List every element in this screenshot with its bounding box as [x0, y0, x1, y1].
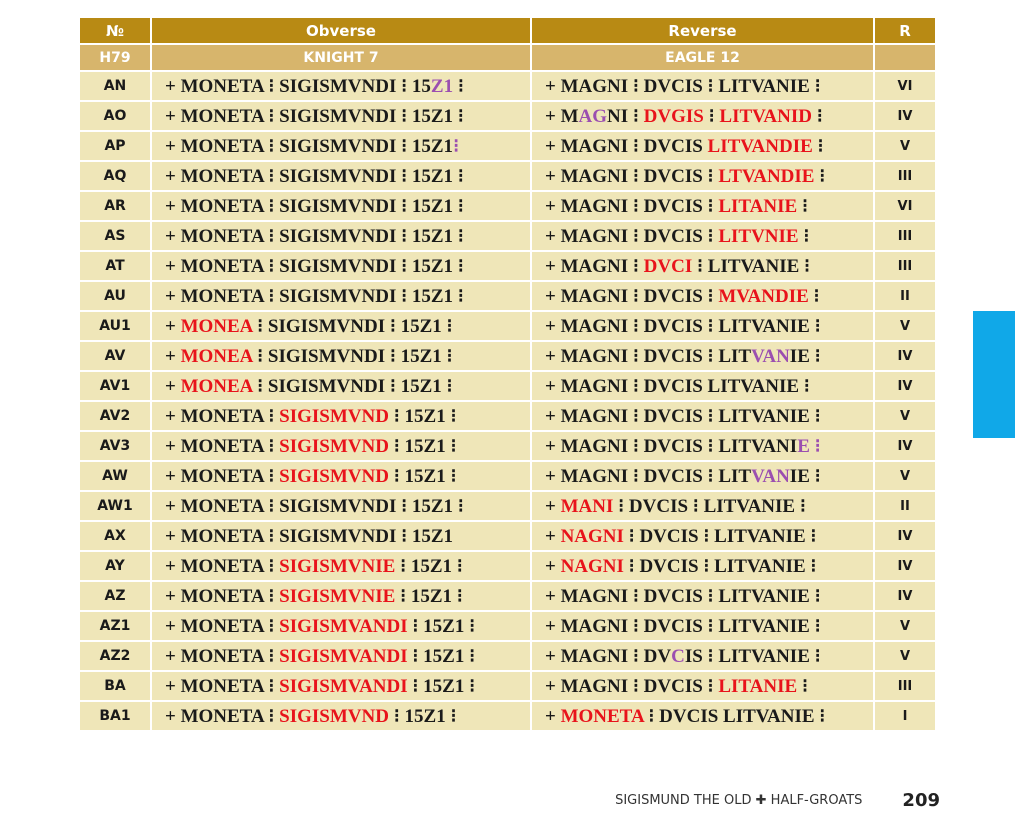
table-row [80, 642, 935, 670]
legend-segment: NI ⁝ [607, 105, 644, 127]
row-number: AU1 [80, 312, 150, 340]
header-reverse: Reverse [532, 18, 873, 43]
row-number: AZ2 [80, 642, 150, 670]
legend-error-segment: LITVANDIE [707, 135, 813, 157]
obverse-legend [152, 282, 530, 310]
table-row [80, 552, 935, 580]
legend-segment: ⁝ 15Z1 ⁝ [407, 615, 476, 637]
legend-variant-segment: ⁝ [453, 135, 460, 157]
legend-error-segment: MONETA [560, 705, 644, 727]
footer-title-right: HALF-GROATS [770, 792, 863, 808]
rarity-value: IV [875, 522, 935, 550]
legend-error-segment: DVGIS [643, 105, 704, 127]
legend-segment: ⁝ SIGISMVNDI ⁝ 15Z1 ⁝ [252, 345, 453, 367]
legend-segment: + MONETA ⁝ SIGISMVNDI ⁝ 15Z1 ⁝ [165, 495, 464, 517]
legend-segment: ⁝ 15Z1 ⁝ [395, 585, 463, 607]
reverse-legend [532, 222, 873, 250]
legend-segment: ⁝ DVCIS ⁝ LITVANIE ⁝ [613, 495, 806, 517]
legend-segment: + [545, 525, 561, 547]
chapter-tab [973, 311, 1015, 438]
obverse-legend [152, 72, 530, 100]
legend-segment: + [545, 495, 561, 517]
reverse-legend [532, 702, 873, 730]
page-footer [560, 788, 940, 812]
legend-error-segment: LTVANDIE [718, 165, 815, 187]
header-rarity: R [875, 18, 935, 43]
legend-segment: + M [545, 105, 579, 127]
row-number: AN [80, 72, 150, 100]
legend-segment: ⁝ DVCIS LITVANIE ⁝ [643, 705, 826, 727]
footer-title [615, 793, 862, 808]
rarity-value: II [875, 282, 935, 310]
legend-segment: + MAGNI ⁝ DVCIS ⁝ LITVANIE ⁝ [545, 75, 821, 97]
reverse-legend [532, 372, 873, 400]
subheader-obverse-type: KNIGHT 7 [152, 45, 530, 70]
legend-error-segment: LITVANID [719, 105, 812, 127]
legend-segment: ⁝ [797, 195, 808, 217]
row-number: AU [80, 282, 150, 310]
legend-segment: + MAGNI ⁝ DV [545, 645, 672, 667]
obverse-legend [152, 312, 530, 340]
obverse-legend [152, 252, 530, 280]
row-number: AX [80, 522, 150, 550]
cross-separator-icon: ✚ [755, 792, 767, 808]
row-number: AV2 [80, 402, 150, 430]
reverse-legend [532, 312, 873, 340]
legend-segment: ⁝ [798, 225, 810, 247]
rarity-value: IV [875, 552, 935, 580]
table-row [80, 132, 935, 160]
rarity-value: V [875, 132, 935, 160]
row-number: AP [80, 132, 150, 160]
rarity-value: IV [875, 102, 935, 130]
table-row [80, 462, 935, 490]
obverse-legend [152, 162, 530, 190]
legend-error-segment: MANI [560, 495, 614, 517]
subheader-rarity [875, 45, 935, 70]
row-number: AS [80, 222, 150, 250]
legend-segment: + MONETA ⁝ SIGISMVNDI ⁝ 15Z1 ⁝ [165, 195, 464, 217]
legend-error-segment: SIGISMVND [279, 705, 389, 727]
rarity-value: III [875, 672, 935, 700]
obverse-legend [152, 612, 530, 640]
legend-segment: + MAGNI ⁝ DVCIS ⁝ [545, 285, 719, 307]
legend-segment: ⁝ [797, 675, 808, 697]
rarity-value: V [875, 612, 935, 640]
legend-error-segment: SIGISMVND [279, 435, 389, 457]
reverse-legend [532, 252, 873, 280]
legend-segment: + MONETA ⁝ SIGISMVNDI ⁝ 15Z1 ⁝ [165, 285, 464, 307]
reverse-legend [532, 522, 873, 550]
legend-segment: + MONETA ⁝ [165, 465, 280, 487]
row-number: AQ [80, 162, 150, 190]
reverse-legend [532, 402, 873, 430]
rarity-value: V [875, 402, 935, 430]
row-number: AW1 [80, 492, 150, 520]
legend-segment: + MAGNI ⁝ DVCIS ⁝ LITVANIE ⁝ [545, 405, 821, 427]
obverse-legend [152, 522, 530, 550]
legend-segment: ⁝ [812, 135, 824, 157]
legend-segment: + MONETA ⁝ SIGISMVNDI ⁝ 15 [165, 75, 431, 97]
obverse-legend [152, 132, 530, 160]
reverse-legend [532, 102, 873, 130]
legend-error-segment: LITANIE [718, 195, 798, 217]
legend-segment: + [165, 345, 181, 367]
legend-variant-segment: Z1 [430, 75, 454, 97]
legend-segment: + MONETA ⁝ SIGISMVNDI ⁝ 15Z1 ⁝ [165, 255, 464, 277]
table-row [80, 672, 935, 700]
legend-variant-segment: VAN [751, 345, 790, 367]
header-obverse: Obverse [152, 18, 530, 43]
legend-error-segment: SIGISMVNIE [279, 585, 396, 607]
subheader-type-code: H79 [80, 45, 150, 70]
rarity-value: V [875, 312, 935, 340]
obverse-legend [152, 192, 530, 220]
rarity-value: IV [875, 582, 935, 610]
legend-segment: IS ⁝ LITVANIE ⁝ [684, 645, 821, 667]
obverse-legend [152, 552, 530, 580]
subheader-reverse-type: EAGLE 12 [532, 45, 873, 70]
legend-segment: ⁝ 15Z1 ⁝ [407, 645, 476, 667]
table-row [80, 372, 935, 400]
rarity-value: VI [875, 192, 935, 220]
legend-segment: + MAGNI ⁝ DVCIS ⁝ [545, 225, 719, 247]
reverse-legend [532, 282, 873, 310]
table-row [80, 252, 935, 280]
row-number: AR [80, 192, 150, 220]
table-row [80, 192, 935, 220]
legend-error-segment: NAGNI [560, 555, 624, 577]
rarity-value: VI [875, 72, 935, 100]
reverse-legend [532, 162, 873, 190]
legend-segment: ⁝ 15Z1 ⁝ [388, 405, 457, 427]
legend-segment: ⁝ [703, 105, 720, 127]
legend-segment: ⁝ [808, 285, 820, 307]
rarity-value: I [875, 702, 935, 730]
legend-segment: + MONETA ⁝ [165, 435, 280, 457]
reverse-legend [532, 582, 873, 610]
legend-segment: + MONETA ⁝ [165, 615, 280, 637]
legend-segment: ⁝ DVCIS ⁝ LITVANIE ⁝ [623, 555, 817, 577]
reverse-legend [532, 462, 873, 490]
table-row [80, 222, 935, 250]
table-header-row [80, 18, 935, 43]
obverse-legend [152, 222, 530, 250]
legend-segment: ⁝ LITVANIE ⁝ [692, 255, 811, 277]
reverse-legend [532, 642, 873, 670]
legend-error-segment: MONEA [180, 345, 253, 367]
legend-segment: + [545, 705, 561, 727]
row-number: AZ [80, 582, 150, 610]
legend-segment: IE ⁝ [789, 345, 821, 367]
legend-segment: + MAGNI ⁝ DVCIS [545, 135, 708, 157]
table-row [80, 492, 935, 520]
legend-segment: + MONETA ⁝ [165, 585, 280, 607]
row-number: AV [80, 342, 150, 370]
rarity-value: IV [875, 342, 935, 370]
reverse-legend [532, 552, 873, 580]
legend-segment: + MONETA ⁝ [165, 555, 280, 577]
obverse-legend [152, 672, 530, 700]
legend-error-segment: SIGISMVND [279, 465, 389, 487]
reverse-legend [532, 132, 873, 160]
obverse-legend [152, 102, 530, 130]
row-number: AV3 [80, 432, 150, 460]
obverse-legend [152, 462, 530, 490]
legend-segment: ⁝ 15Z1 ⁝ [388, 435, 457, 457]
row-number: AW [80, 462, 150, 490]
legend-variant-segment: E ⁝ [797, 435, 821, 457]
legend-error-segment: LITANIE [718, 675, 798, 697]
legend-segment: ⁝ [814, 165, 826, 187]
rarity-value: III [875, 222, 935, 250]
legend-segment: ⁝ SIGISMVNDI ⁝ 15Z1 ⁝ [252, 315, 453, 337]
reverse-legend [532, 342, 873, 370]
legend-segment: ⁝ DVCIS ⁝ LITVANIE ⁝ [623, 525, 817, 547]
legend-segment: + MONETA ⁝ [165, 675, 280, 697]
legend-variant-segment: VAN [751, 465, 790, 487]
obverse-legend [152, 582, 530, 610]
legend-segment: + MONETA ⁝ SIGISMVNDI ⁝ 15Z1 [165, 525, 454, 547]
legend-variant-segment: C [671, 645, 685, 667]
legend-error-segment: SIGISMVANDI [279, 615, 408, 637]
obverse-legend [152, 642, 530, 670]
row-number: BA [80, 672, 150, 700]
rarity-value: V [875, 462, 935, 490]
legend-segment: + MAGNI ⁝ DVCIS ⁝ [545, 675, 719, 697]
reverse-legend [532, 672, 873, 700]
reverse-legend [532, 72, 873, 100]
row-number: AY [80, 552, 150, 580]
rarity-value: IV [875, 372, 935, 400]
table-row [80, 612, 935, 640]
legend-segment: ⁝ 15Z1 ⁝ [388, 705, 457, 727]
reverse-legend [532, 432, 873, 460]
legend-segment: + MAGNI ⁝ [545, 255, 644, 277]
legend-segment: + MAGNI ⁝ DVCIS ⁝ LIT [545, 345, 752, 367]
row-number: AV1 [80, 372, 150, 400]
legend-error-segment: MONEA [180, 315, 253, 337]
table-row [80, 282, 935, 310]
rarity-value: III [875, 252, 935, 280]
legend-error-segment: MVANDIE [718, 285, 809, 307]
legend-segment: IE ⁝ [789, 465, 821, 487]
legend-segment: ⁝ [453, 75, 464, 97]
reverse-legend [532, 492, 873, 520]
table-row [80, 72, 935, 100]
legend-error-segment: SIGISMVANDI [279, 645, 408, 667]
legend-error-segment: SIGISMVANDI [279, 675, 408, 697]
obverse-legend [152, 402, 530, 430]
table-row [80, 522, 935, 550]
legend-segment: + MAGNI ⁝ DVCIS ⁝ LITVANI [545, 435, 798, 457]
table-row [80, 342, 935, 370]
legend-segment: + MAGNI ⁝ DVCIS ⁝ LITVANIE ⁝ [545, 585, 821, 607]
legend-error-segment: SIGISMVNIE [279, 555, 396, 577]
legend-variant-segment: AG [578, 105, 608, 127]
legend-segment: + [545, 555, 561, 577]
obverse-legend [152, 342, 530, 370]
table-row [80, 432, 935, 460]
legend-error-segment: DVCI [643, 255, 693, 277]
legend-segment: ⁝ 15Z1 ⁝ [388, 465, 457, 487]
legend-segment: + [165, 375, 181, 397]
reverse-legend [532, 612, 873, 640]
table-row [80, 312, 935, 340]
table-row [80, 402, 935, 430]
legend-segment: + [165, 315, 181, 337]
page-number: 209 [902, 789, 940, 811]
rarity-value: III [875, 162, 935, 190]
row-number: AT [80, 252, 150, 280]
legend-segment: + MONETA ⁝ SIGISMVNDI ⁝ 15Z1 [165, 135, 454, 157]
row-number: AZ1 [80, 612, 150, 640]
legend-segment: + MAGNI ⁝ DVCIS ⁝ [545, 195, 719, 217]
rarity-value: II [875, 492, 935, 520]
header-number: № [80, 18, 150, 43]
legend-segment: + MONETA ⁝ [165, 705, 280, 727]
legend-segment: ⁝ 15Z1 ⁝ [395, 555, 463, 577]
table-row [80, 702, 935, 730]
row-number: AO [80, 102, 150, 130]
legend-error-segment: MONEA [180, 375, 253, 397]
table-row [80, 162, 935, 190]
legend-segment: + MAGNI ⁝ DVCIS ⁝ [545, 165, 719, 187]
legend-segment: + MONETA ⁝ SIGISMVNDI ⁝ 15Z1 ⁝ [165, 105, 464, 127]
obverse-legend [152, 702, 530, 730]
reverse-legend [532, 192, 873, 220]
footer-title-left: SIGISMUND THE OLD [615, 792, 752, 808]
legend-segment: + MAGNI ⁝ DVCIS ⁝ LIT [545, 465, 752, 487]
legend-segment: ⁝ 15Z1 ⁝ [407, 675, 476, 697]
legend-segment: ⁝ [811, 105, 823, 127]
coin-legend-table [78, 16, 937, 732]
table-row [80, 582, 935, 610]
legend-error-segment: NAGNI [560, 525, 624, 547]
row-number: BA1 [80, 702, 150, 730]
obverse-legend [152, 432, 530, 460]
legend-segment: ⁝ SIGISMVNDI ⁝ 15Z1 ⁝ [252, 375, 453, 397]
legend-segment: + MONETA ⁝ SIGISMVNDI ⁝ 15Z1 ⁝ [165, 165, 464, 187]
rarity-value: IV [875, 432, 935, 460]
legend-segment: + MAGNI ⁝ DVCIS LITVANIE ⁝ [545, 375, 810, 397]
table-row [80, 102, 935, 130]
table-subheader-row [80, 45, 935, 70]
obverse-legend [152, 492, 530, 520]
legend-segment: + MAGNI ⁝ DVCIS ⁝ LITVANIE ⁝ [545, 315, 821, 337]
legend-segment: + MONETA ⁝ [165, 645, 280, 667]
legend-error-segment: LITVNIE [718, 225, 799, 247]
legend-segment: + MAGNI ⁝ DVCIS ⁝ LITVANIE ⁝ [545, 615, 821, 637]
rarity-value: V [875, 642, 935, 670]
legend-error-segment: SIGISMVND [279, 405, 389, 427]
obverse-legend [152, 372, 530, 400]
legend-segment: + MONETA ⁝ SIGISMVNDI ⁝ 15Z1 ⁝ [165, 225, 464, 247]
legend-segment: + MONETA ⁝ [165, 405, 280, 427]
